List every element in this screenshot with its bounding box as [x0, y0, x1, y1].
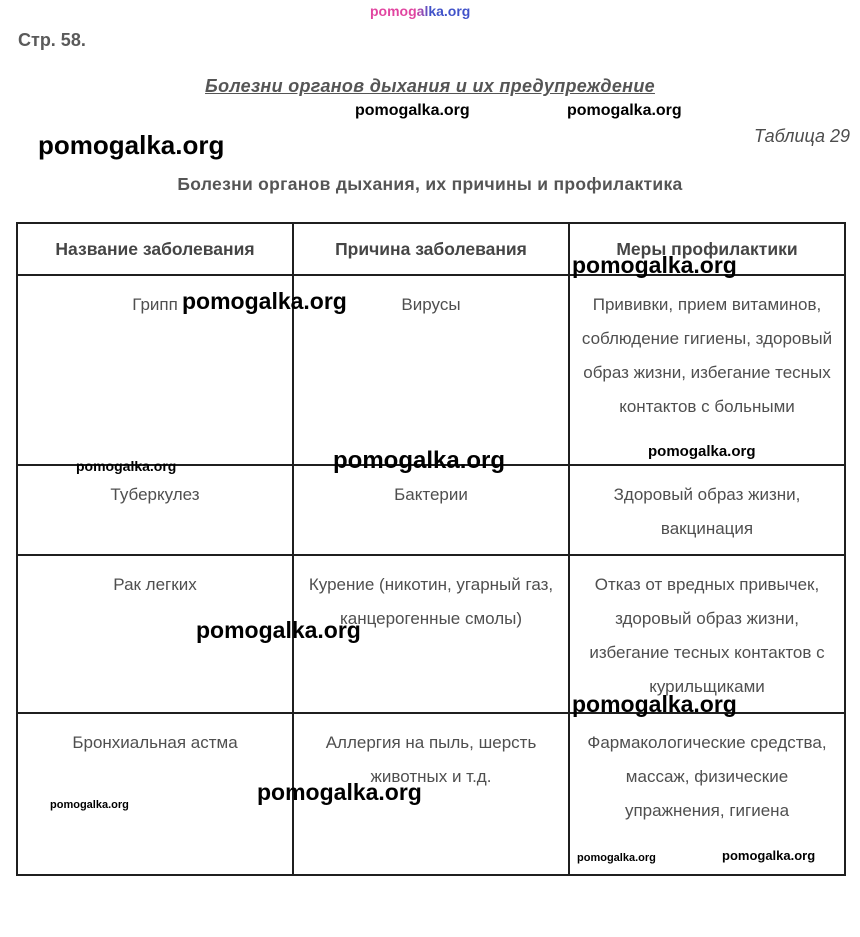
watermark-text: pomogalka.org — [577, 852, 656, 864]
cell-cause: Вирусы — [293, 275, 569, 465]
watermark-text: pomogalka.org — [572, 691, 737, 717]
cell-prevention: Прививки, прием витаминов, соблюдение гигиены, здоровый образ жизни, избегание тесных контактов с больными — [569, 275, 845, 465]
page-number-label: Стр. 58. — [18, 30, 86, 50]
table-caption: Болезни органов дыхания, их причины и профилактика — [177, 174, 683, 194]
cell-disease: Туберкулез — [17, 465, 293, 555]
watermark-text: pomogalka.org — [333, 447, 506, 474]
watermark-text: pomogalka.org — [370, 3, 471, 19]
cell-cause: Аллергия на пыль, шерсть животных и т.д. — [293, 713, 569, 875]
watermark-text: pomogalka.org — [567, 102, 682, 119]
table-row-lung-cancer — [17, 555, 845, 713]
table-row-asthma — [17, 713, 845, 875]
watermark-text: pomogalka.org — [38, 130, 225, 160]
table-number-label: Таблица 29 — [753, 126, 850, 146]
header-disease-cause: Причина заболевания — [293, 223, 569, 275]
watermark-text: pomogalka.org — [76, 458, 177, 474]
watermark-text: pomogalka.org — [196, 617, 361, 643]
cell-disease: Рак легких — [17, 555, 293, 713]
document-title: Болезни органов дыхания и их предупреждение — [205, 76, 655, 96]
watermark-text: pomogalka.org — [722, 848, 816, 863]
watermark-text: pomogalka.org — [182, 288, 347, 314]
watermark-text: pomogalka.org — [648, 443, 756, 460]
watermark-text: pomogalka.org — [355, 102, 470, 119]
diseases-table — [16, 222, 846, 876]
watermark-text: pomogalka.org — [572, 252, 737, 278]
table-row-tuberculosis — [17, 465, 845, 555]
cell-disease: Грипп — [17, 275, 293, 465]
cell-prevention: Здоровый образ жизни, вакцинация — [569, 465, 845, 555]
cell-disease: Бронхиальная астма — [17, 713, 293, 875]
header-disease-name: Название заболевания — [17, 223, 293, 275]
cell-prevention: Отказ от вредных привычек, здоровый образ жизни, избегание тесных контактов с курильщиками — [569, 555, 845, 713]
watermark-text: pomogalka.org — [50, 799, 129, 811]
table-row-flu — [17, 275, 845, 465]
header-prevention-measures: Меры профилактики — [569, 223, 845, 275]
cell-prevention: Фармакологические средства, массаж, физические упражнения, гигиена — [569, 713, 845, 875]
watermark-text: pomogalka.org — [257, 779, 422, 805]
cell-cause: Бактерии — [293, 465, 569, 555]
cell-cause: Курение (никотин, угарный газ, канцерогенные смолы) — [293, 555, 569, 713]
